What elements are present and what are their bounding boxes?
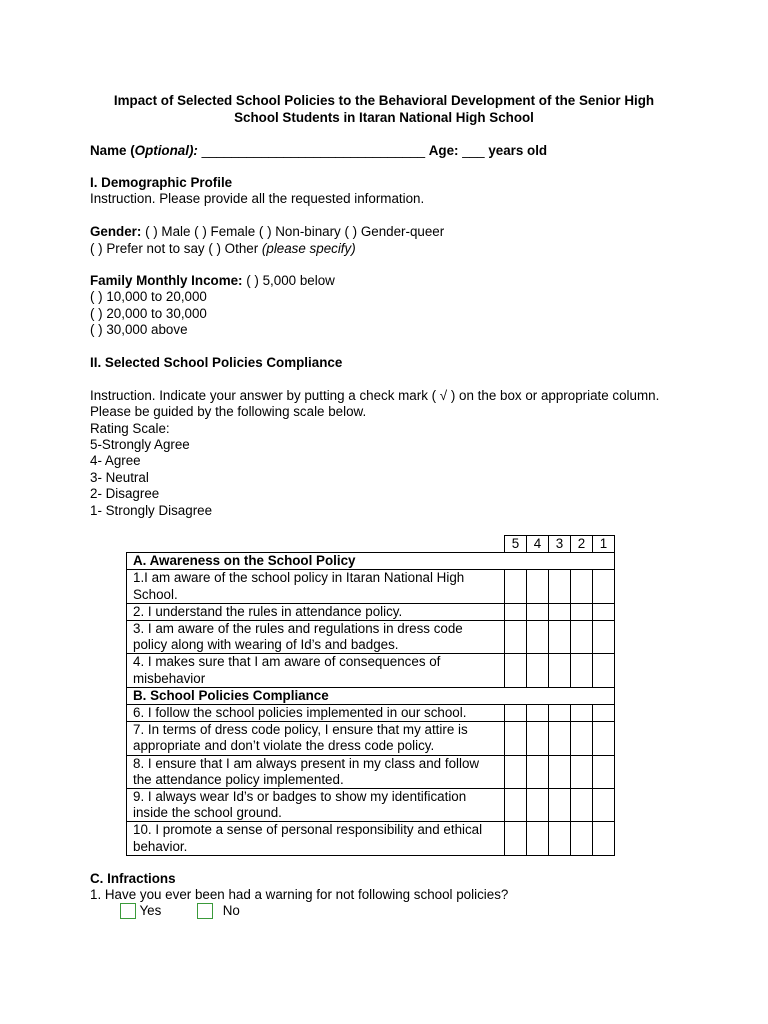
option-no[interactable] (197, 902, 240, 920)
demographic-instruction: Instruction. Please provide all the requested information. (90, 191, 425, 206)
rating-cell-3[interactable] (549, 722, 571, 755)
rating-cell-2[interactable] (571, 603, 593, 620)
rating-cell-3[interactable] (549, 654, 571, 687)
rating-cell-4[interactable] (527, 570, 549, 603)
gender-options-2[interactable]: ( ) Prefer not to say ( ) Other (90, 241, 262, 256)
rating-cell-1[interactable] (593, 705, 615, 722)
table-row (127, 722, 615, 755)
rating-cell-4[interactable] (527, 722, 549, 755)
rating-cell-5[interactable] (505, 603, 527, 620)
rating-cell-5[interactable] (505, 621, 527, 654)
rating-cell-3[interactable] (549, 822, 571, 855)
rating-cell-4[interactable] (527, 789, 549, 822)
statement-cell: 10. I promote a sense of personal responsibility and ethical behavior. (127, 822, 505, 855)
statement-cell: 3. I am aware of the rules and regulations in dress code policy along with wearing of Id’s and badges. (127, 621, 505, 654)
infractions-question: 1. Have you ever been had a warning for not following school policies? (90, 887, 509, 902)
compliance-instruction-2: Please be guided by the following scale below. (90, 404, 367, 419)
rating-cell-5[interactable] (505, 789, 527, 822)
rating-cell-1[interactable] (593, 722, 615, 755)
table-row (127, 570, 615, 603)
rating-cell-2[interactable] (571, 789, 593, 822)
rating-cell-5[interactable] (505, 705, 527, 722)
rating-cell-5[interactable] (505, 654, 527, 687)
income-line-1 (90, 273, 335, 290)
gender-options-1[interactable]: ( ) Male ( ) Female ( ) Non-binary ( ) Gender-queer (141, 224, 445, 239)
income-option-3[interactable]: ( ) 20,000 to 30,000 (90, 306, 207, 321)
rating-cell-2[interactable] (571, 570, 593, 603)
rating-cell-1[interactable] (593, 822, 615, 855)
rating-table (126, 535, 615, 856)
rating-cell-3[interactable] (549, 755, 571, 788)
statement-cell: 6. I follow the school policies implemented in our school. (127, 705, 505, 722)
column-header-2: 2 (571, 536, 593, 553)
column-header-1: 1 (593, 536, 615, 553)
compliance-heading: II. Selected School Policies Compliance (90, 355, 343, 370)
statement-cell: 7. In terms of dress code policy, I ensure that my attire is appropriate and don’t violate the dress code policy. (127, 722, 505, 755)
rating-cell-2[interactable] (571, 654, 593, 687)
option-yes[interactable] (120, 902, 161, 920)
gender-line-2 (90, 241, 356, 258)
income-label: Family Monthly Income: (90, 273, 243, 288)
table-row (127, 621, 615, 654)
rating-cell-1[interactable] (593, 621, 615, 654)
table-header-row (127, 536, 615, 553)
table-row (127, 755, 615, 788)
rating-cell-2[interactable] (571, 722, 593, 755)
table-row (127, 603, 615, 620)
gender-label: Gender: (90, 224, 142, 239)
yes-checkbox[interactable] (120, 903, 136, 919)
name-label: Name ( (90, 143, 135, 158)
rating-cell-4[interactable] (527, 822, 549, 855)
rating-cell-3[interactable] (549, 570, 571, 603)
statement-cell: 8. I ensure that I am always present in my class and follow the attendance policy implemented. (127, 755, 505, 788)
rating-scale-3: 3- Neutral (90, 470, 149, 485)
no-checkbox[interactable] (197, 903, 213, 919)
rating-cell-4[interactable] (527, 603, 549, 620)
infractions-heading: C. Infractions (90, 871, 176, 886)
rating-cell-3[interactable] (549, 705, 571, 722)
demographic-heading: I. Demographic Profile (90, 175, 233, 190)
rating-cell-1[interactable] (593, 654, 615, 687)
gender-specify: (please specify) (261, 241, 356, 256)
income-option-1[interactable]: ( ) 5,000 below (242, 273, 335, 288)
rating-cell-2[interactable] (571, 705, 593, 722)
rating-cell-2[interactable] (571, 621, 593, 654)
table-row (127, 705, 615, 722)
header-blank-cell (127, 536, 505, 553)
rating-cell-2[interactable] (571, 755, 593, 788)
rating-cell-4[interactable] (527, 654, 549, 687)
table-row (127, 654, 615, 687)
yes-label: Yes (139, 903, 162, 918)
rating-cell-5[interactable] (505, 722, 527, 755)
gender-line-1 (90, 224, 444, 241)
section-b-heading: B. School Policies Compliance (127, 687, 615, 704)
rating-scale-2: 2- Disagree (90, 486, 160, 501)
rating-cell-4[interactable] (527, 755, 549, 788)
section-a-heading: A. Awareness on the School Policy (127, 553, 615, 570)
section-b-row (127, 687, 615, 704)
no-label: No (222, 903, 240, 918)
column-header-3: 3 (549, 536, 571, 553)
column-header-4: 4 (527, 536, 549, 553)
rating-cell-3[interactable] (549, 603, 571, 620)
table-row (127, 789, 615, 822)
income-option-2[interactable]: ( ) 10,000 to 20,000 (90, 289, 207, 304)
income-option-4[interactable]: ( ) 30,000 above (90, 322, 188, 337)
rating-cell-5[interactable] (505, 822, 527, 855)
name-age-line (90, 143, 547, 160)
rating-cell-4[interactable] (527, 621, 549, 654)
rating-cell-1[interactable] (593, 755, 615, 788)
statement-cell: 4. I makes sure that I am aware of consequences of misbehavior (127, 654, 505, 687)
rating-cell-1[interactable] (593, 789, 615, 822)
table-row (127, 822, 615, 855)
rating-cell-2[interactable] (571, 822, 593, 855)
document-title: Impact of Selected School Policies to the Behavioral Development of the Senior High School Students in Itaran National High School (113, 93, 655, 125)
rating-cell-5[interactable] (505, 755, 527, 788)
rating-scale-4: 4- Agree (90, 453, 141, 468)
statement-cell: 1.I am aware of the school policy in Itaran National High School. (127, 570, 505, 603)
rating-cell-1[interactable] (593, 570, 615, 603)
rating-cell-5[interactable] (505, 570, 527, 603)
age-label: Age: (428, 143, 459, 158)
column-header-5: 5 (505, 536, 527, 553)
section-a-row (127, 553, 615, 570)
rating-cell-4[interactable] (527, 705, 549, 722)
rating-scale-label: Rating Scale: (90, 421, 170, 436)
rating-cell-1[interactable] (593, 603, 615, 620)
statement-cell: 9. I always wear Id’s or badges to show my identification inside the school ground. (127, 789, 505, 822)
rating-cell-3[interactable] (549, 789, 571, 822)
compliance-instruction-1: Instruction. Indicate your answer by putting a check mark ( √ ) on the box or appropriate column. (90, 388, 660, 403)
age-suffix: years old (488, 143, 548, 158)
rating-scale-1: 1- Strongly Disagree (90, 503, 213, 518)
name-blank[interactable]: ______________________________ (197, 143, 429, 158)
rating-cell-3[interactable] (549, 621, 571, 654)
rating-scale-5: 5-Strongly Agree (90, 437, 190, 452)
age-blank[interactable]: ___ (458, 143, 489, 158)
statement-cell: 2. I understand the rules in attendance policy. (127, 603, 505, 620)
name-optional: Optional): (134, 143, 198, 158)
